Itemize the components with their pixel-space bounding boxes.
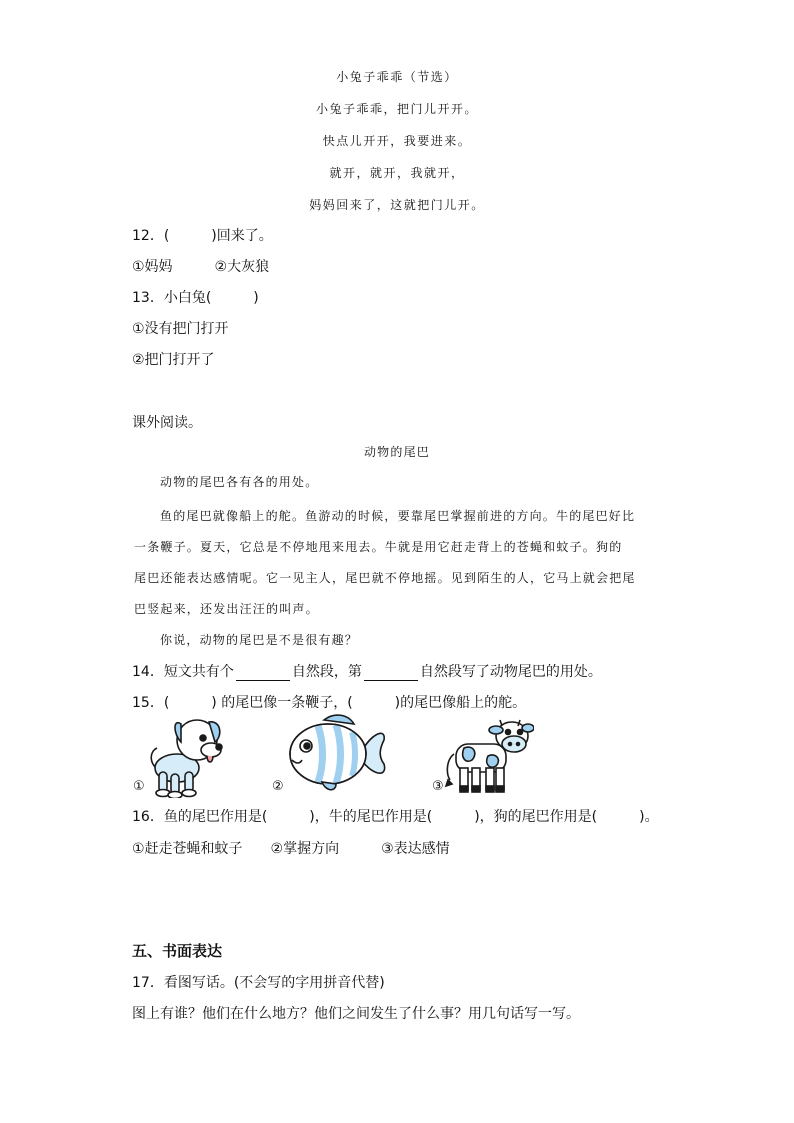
poem-line: 快点儿开开，我要进来。: [322, 134, 472, 148]
question-13: 13．小白兔( ): [132, 290, 259, 306]
fish-picture: [284, 712, 388, 794]
answer-blank[interactable]: [236, 666, 290, 681]
poem-title: 小兔子乖乖（节选）: [336, 70, 458, 84]
question-16-options: ①赶走苍蝇和蚊子 ②掌握方向 ③表达感情: [132, 841, 450, 857]
passage-line: 巴竖起来，还发出汪汪的叫声。: [134, 602, 319, 616]
question-12-options: ①妈妈 ②大灰狼: [132, 259, 270, 275]
picture-label: ③: [432, 779, 444, 794]
passage-line: 尾巴还能表达感情呢。它一见主人，尾巴就不停地摇。见到陌生的人，它马上就会把尾: [134, 571, 636, 585]
passage-paragraph: 动物的尾巴各有各的用处。: [160, 475, 319, 489]
poem-line: 妈妈回来了，这就把门儿开。: [309, 198, 485, 212]
question-15: 15．( ) 的尾巴像一条鞭子，( )的尾巴像船上的舵。: [132, 695, 527, 711]
question-17: 17．看图写话。(不会写的字用拼音代替): [132, 975, 385, 991]
question-12: 12．( )回来了。: [132, 228, 273, 244]
cow-picture: [444, 714, 534, 796]
poem-line: 小兔子乖乖，把门儿开开。: [315, 102, 478, 116]
question-17-prompt: 图上有谁？他们在什么地方？他们之间发生了什么事？用几句话写一写。: [132, 1006, 580, 1022]
passage-line: 鱼的尾巴就像船上的舵。鱼游动的时候，要靠尾巴掌握前进的方向。牛的尾巴好比: [160, 509, 636, 523]
question-16: 16．鱼的尾巴作用是( )，牛的尾巴作用是( )，狗的尾巴作用是( )。: [132, 809, 659, 825]
dog-picture: [145, 712, 227, 798]
answer-blank[interactable]: [364, 666, 418, 681]
reading-intro: 课外阅读。: [132, 415, 202, 431]
passage-line: 一条鞭子。夏天，它总是不停地甩来甩去。牛就是用它赶走背上的苍蝇和蚊子。狗的: [134, 540, 623, 554]
section-heading: 五、书面表达: [132, 942, 223, 960]
poem-line: 就开，就开，我就开，: [329, 166, 465, 180]
picture-label: ①: [133, 779, 145, 794]
picture-label: ②: [272, 779, 284, 794]
passage-paragraph: 你说，动物的尾巴是不是很有趣？: [160, 633, 359, 647]
question-13-option-2: ②把门打开了: [132, 352, 215, 368]
question-14: 14．短文共有个 自然段，第 自然段写了动物尾巴的用处。: [132, 664, 602, 680]
passage-title: 动物的尾巴: [363, 445, 430, 459]
question-13-option-1: ①没有把门打开: [132, 321, 229, 337]
